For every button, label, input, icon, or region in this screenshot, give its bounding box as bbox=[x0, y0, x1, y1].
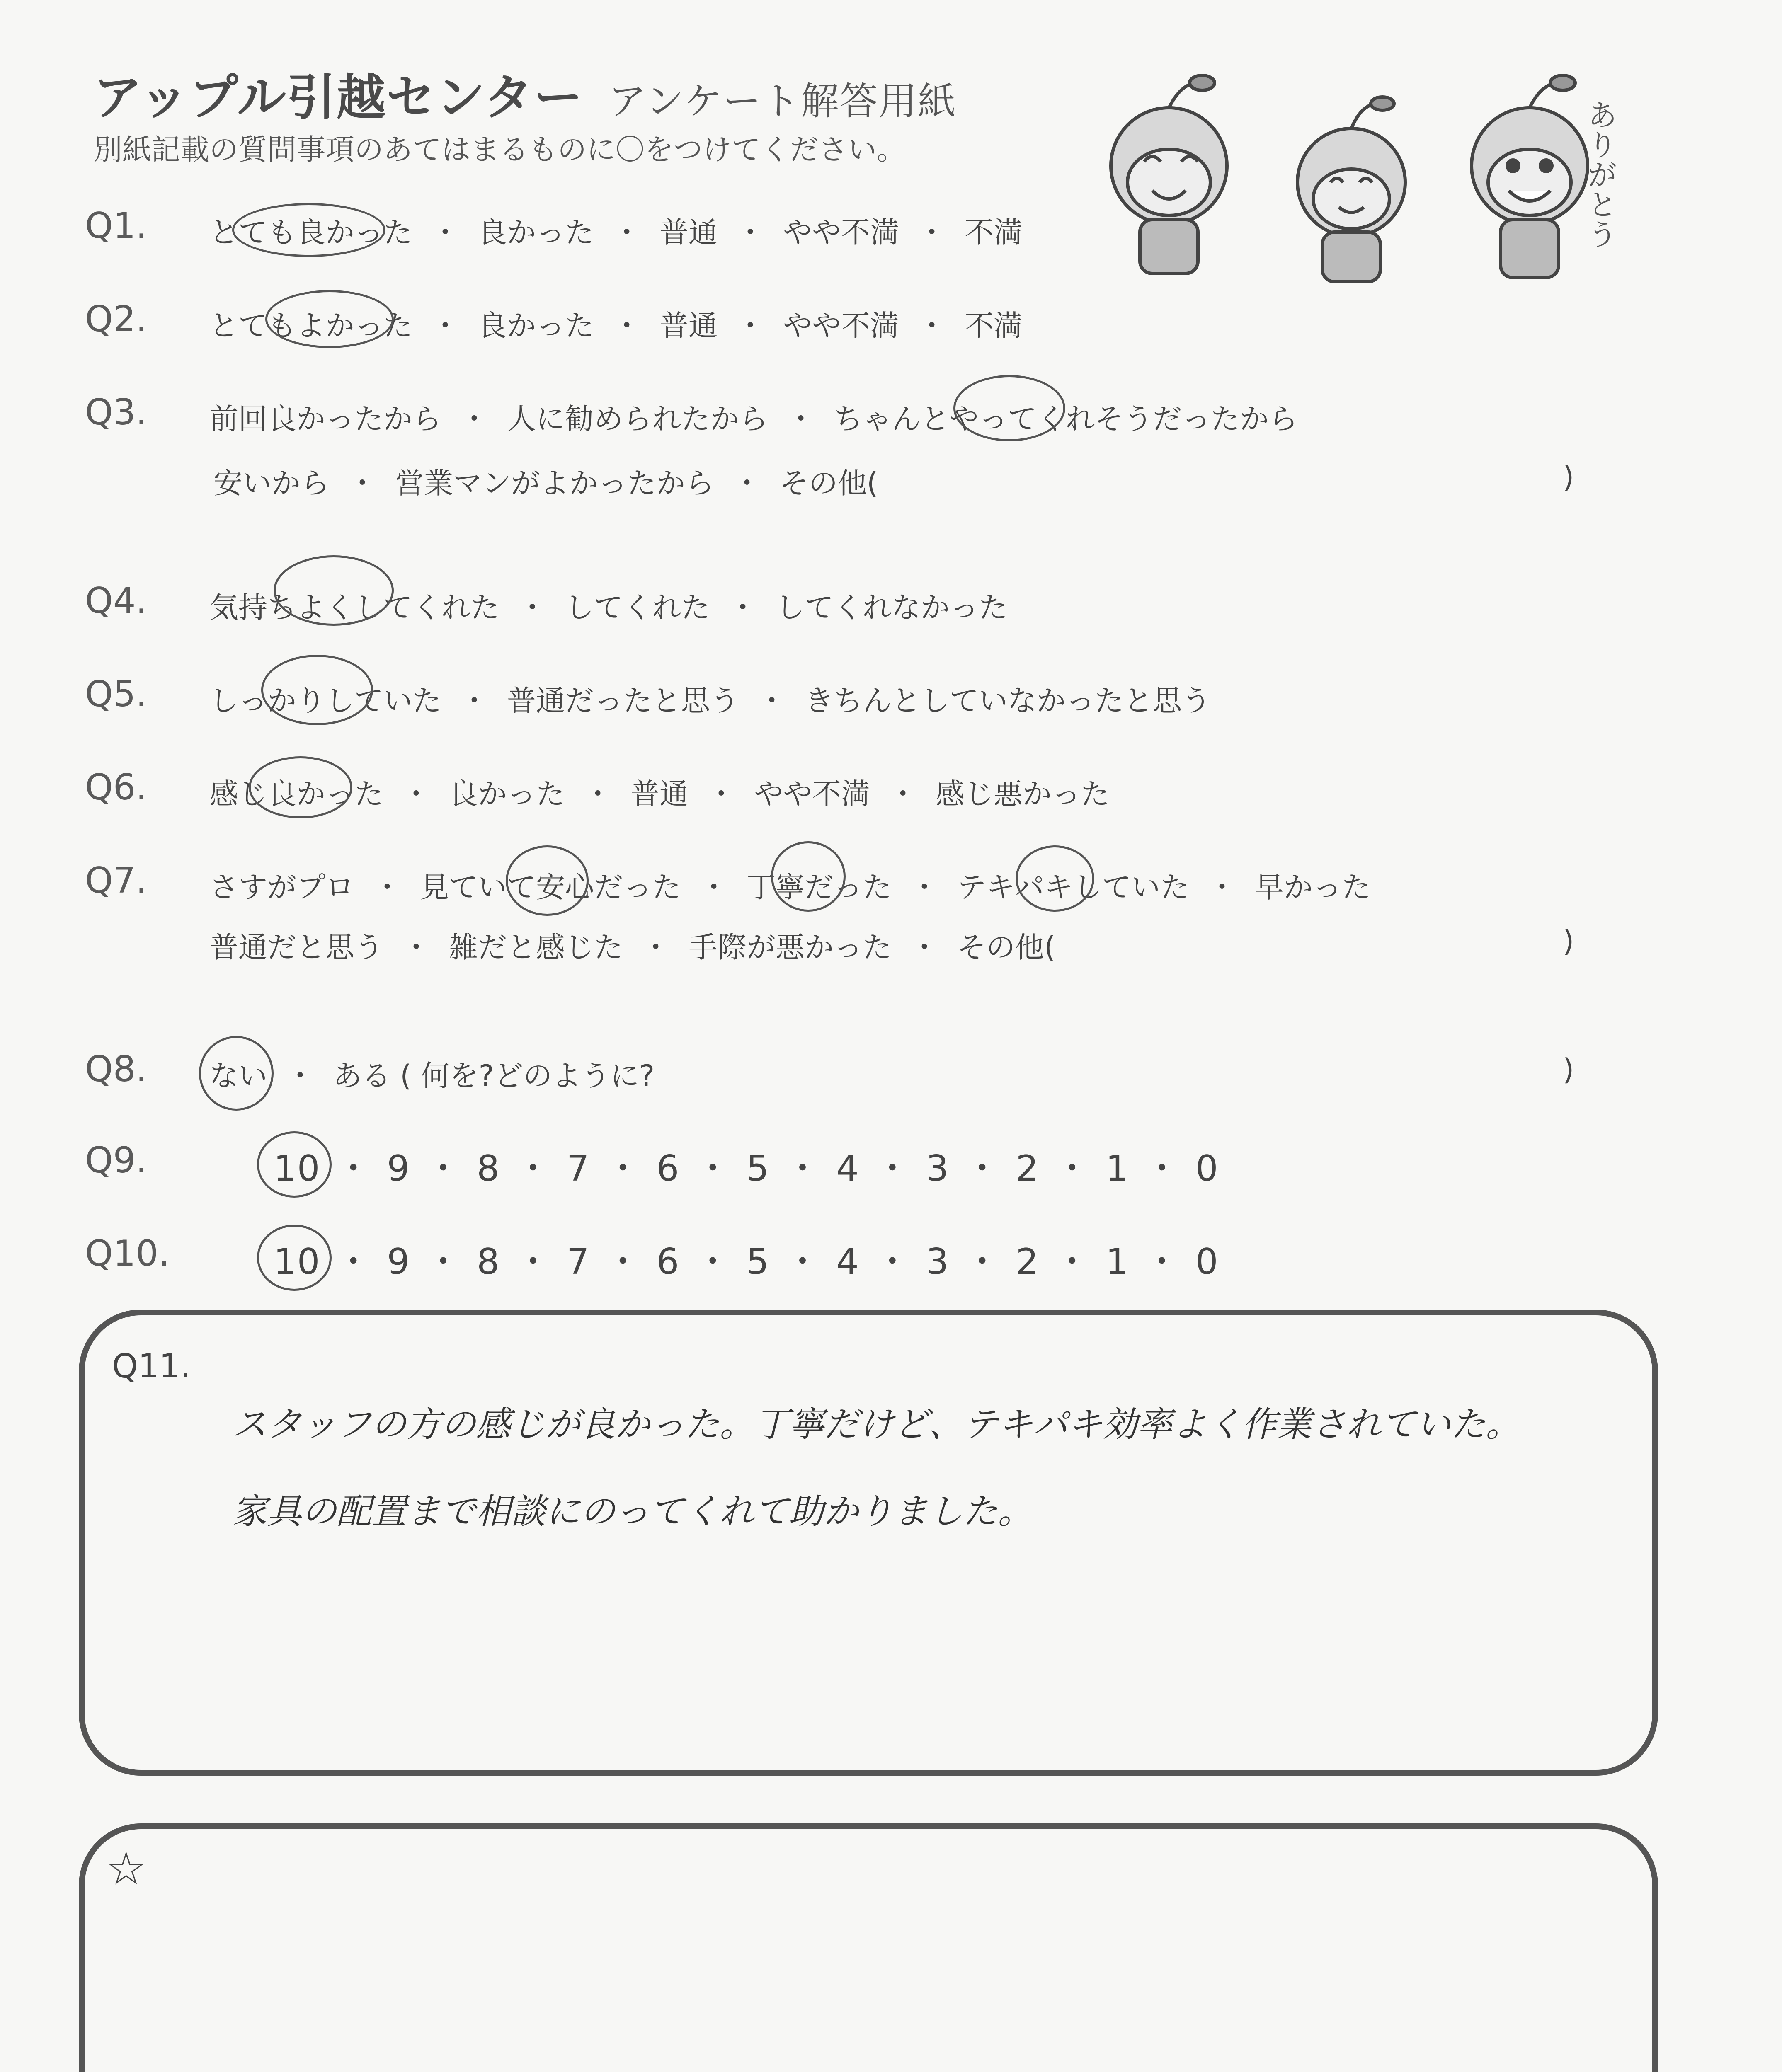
q9-label: Q9. bbox=[85, 1140, 147, 1181]
q1-label: Q1. bbox=[85, 205, 147, 247]
q9-rating-option[interactable]: 9 bbox=[387, 1148, 411, 1189]
q1-option[interactable]: とても良かった bbox=[209, 215, 412, 249]
separator: ・ bbox=[1054, 1148, 1091, 1189]
separator: ・ bbox=[605, 1148, 642, 1189]
separator: ・ bbox=[425, 1241, 462, 1283]
monkey-icon bbox=[1297, 97, 1405, 282]
q9-rating-option[interactable]: 1 bbox=[1106, 1148, 1129, 1189]
q7-options-line1: さすがプロ ・ 見ていて安心だった ・ 丁寧だった ・ テキパキしていた ・ 早かった bbox=[209, 870, 1371, 904]
separator: ・ bbox=[1144, 1241, 1181, 1283]
q10-rating-option[interactable]: 10 bbox=[274, 1241, 321, 1283]
q8-option[interactable]: ない bbox=[209, 1059, 267, 1093]
q6-selection-circle bbox=[249, 756, 352, 818]
q4-label: Q4. bbox=[85, 580, 147, 622]
q8-option[interactable]: ある ( 何を?どのように? bbox=[333, 1059, 655, 1093]
q6-option[interactable]: 普通 bbox=[630, 777, 689, 811]
q10-rating-option[interactable]: 9 bbox=[387, 1241, 411, 1283]
separator: ・ bbox=[695, 1148, 732, 1189]
q2-label: Q2. bbox=[85, 298, 147, 340]
q5-option[interactable]: 普通だったと思う bbox=[507, 684, 739, 718]
q10-rating-option[interactable]: 6 bbox=[656, 1241, 680, 1283]
q8-selection-circle bbox=[199, 1036, 274, 1111]
q6-option[interactable]: やや不満 bbox=[754, 777, 870, 811]
q7-option[interactable]: 見ていて安心だった bbox=[420, 870, 681, 904]
form-title: アンケート解答用紙 bbox=[608, 79, 957, 123]
q3-label: Q3. bbox=[85, 392, 147, 433]
q6-option[interactable]: 良かった bbox=[449, 777, 565, 811]
q1-option[interactable]: 不満 bbox=[965, 215, 1023, 249]
q2-option[interactable]: 不満 bbox=[965, 309, 1023, 343]
separator: ・ bbox=[964, 1148, 1001, 1189]
separator: ・ bbox=[695, 1241, 732, 1283]
q1-options: とても良かった ・ 良かった ・ 普通 ・ やや不満 ・ 不満 bbox=[209, 215, 1023, 249]
q2-option[interactable]: とてもよかった bbox=[209, 309, 412, 343]
q1-selection-circle bbox=[232, 203, 385, 257]
separator: ・ bbox=[515, 1148, 552, 1189]
separator: ・ bbox=[874, 1241, 911, 1283]
q9-rating-option[interactable]: 0 bbox=[1195, 1148, 1219, 1189]
q9-rating-option[interactable]: 2 bbox=[1016, 1148, 1040, 1189]
q9-scale bbox=[274, 1140, 1219, 1191]
monkey-icon bbox=[1472, 75, 1588, 278]
separator: ・ bbox=[874, 1148, 911, 1189]
q7-selection-circle bbox=[506, 845, 589, 916]
q5-selection-circle bbox=[261, 655, 373, 725]
q3-option[interactable]: 営業マンがよかったから bbox=[395, 466, 714, 500]
q4-option[interactable]: してくれた bbox=[565, 591, 710, 625]
q10-rating-option[interactable]: 2 bbox=[1016, 1241, 1040, 1283]
separator: ・ bbox=[515, 1241, 552, 1283]
q7-label: Q7. bbox=[85, 860, 147, 901]
q6-options: 感じ良かった ・ 良かった ・ 普通 ・ やや不満 ・ 感じ悪かった bbox=[209, 777, 1110, 811]
q10-selection-circle bbox=[257, 1225, 332, 1291]
q1-option[interactable]: 普通 bbox=[659, 215, 718, 249]
q9-rating-option[interactable]: 10 bbox=[274, 1148, 321, 1189]
q6-option[interactable]: 感じ悪かった bbox=[936, 777, 1110, 811]
q9-rating-option[interactable]: 5 bbox=[746, 1148, 770, 1189]
q2-option[interactable]: 普通 bbox=[659, 309, 718, 343]
q7-option[interactable]: 普通だと思う bbox=[209, 930, 383, 964]
q5-option[interactable]: しっかりしていた bbox=[209, 684, 441, 718]
q10-rating-option[interactable]: 0 bbox=[1195, 1241, 1219, 1283]
q7-option[interactable]: その他( bbox=[957, 930, 1056, 964]
separator: ・ bbox=[1144, 1148, 1181, 1189]
q1-option[interactable]: やや不満 bbox=[783, 215, 899, 249]
free-comment-box[interactable] bbox=[79, 1823, 1658, 2072]
q10-rating-option[interactable]: 8 bbox=[477, 1241, 500, 1283]
q9-rating-option[interactable]: 6 bbox=[656, 1148, 680, 1189]
q7-option[interactable]: 丁寧だった bbox=[747, 870, 892, 904]
q9-selection-circle bbox=[257, 1131, 332, 1198]
separator: ・ bbox=[335, 1148, 372, 1189]
monkey-icon bbox=[1111, 75, 1227, 274]
q3-option[interactable]: 前回良かったから bbox=[209, 402, 441, 436]
q10-rating-option[interactable]: 7 bbox=[566, 1241, 590, 1283]
q10-rating-option[interactable]: 4 bbox=[836, 1241, 860, 1283]
company-name: アップル引越センター bbox=[93, 69, 584, 126]
q10-scale bbox=[274, 1233, 1219, 1284]
q6-option[interactable]: 感じ良かった bbox=[209, 777, 383, 811]
q8-label: Q8. bbox=[85, 1048, 147, 1090]
q3-options-line2: 安いから ・ 営業マンがよかったから ・ その他( bbox=[213, 466, 878, 500]
q6-label: Q6. bbox=[85, 767, 147, 808]
q5-label: Q5. bbox=[85, 673, 147, 715]
star-icon: ☆ bbox=[106, 1842, 147, 1895]
q10-rating-option[interactable]: 3 bbox=[926, 1241, 950, 1283]
q3-option[interactable]: 人に勧められたから bbox=[507, 402, 768, 436]
q7-close-paren: ) bbox=[1563, 924, 1574, 958]
q11-label: Q11. bbox=[112, 1347, 191, 1385]
separator: ・ bbox=[964, 1241, 1001, 1283]
q9-rating-option[interactable]: 8 bbox=[477, 1148, 500, 1189]
q2-options: とてもよかった ・ 良かった ・ 普通 ・ やや不満 ・ 不満 bbox=[209, 309, 1023, 343]
q7-option[interactable]: 手際が悪かった bbox=[689, 930, 892, 964]
q3-option[interactable]: その他( bbox=[780, 466, 878, 500]
q2-option[interactable]: 良かった bbox=[478, 309, 594, 343]
q8-options: ない ・ ある ( 何を?どのように? bbox=[209, 1059, 655, 1093]
q11-answer-box[interactable] bbox=[79, 1310, 1658, 1776]
q9-rating-option[interactable]: 3 bbox=[926, 1148, 950, 1189]
q11-answer-line2: 家具の配置まで相談にのってくれて助かりました。 bbox=[232, 1491, 1033, 1532]
separator: ・ bbox=[1054, 1241, 1091, 1283]
q7-option[interactable]: 雑だと感じた bbox=[449, 930, 623, 964]
separator: ・ bbox=[785, 1241, 822, 1283]
q4-option[interactable]: してくれなかった bbox=[776, 591, 1008, 625]
q7-options-line2: 普通だと思う ・ 雑だと感じた ・ 手際が悪かった ・ その他( bbox=[209, 930, 1056, 964]
q7-option[interactable]: テキパキしていた bbox=[957, 870, 1189, 904]
separator: ・ bbox=[785, 1148, 822, 1189]
q8-close-paren: ) bbox=[1563, 1053, 1574, 1087]
form-header bbox=[93, 58, 957, 128]
q5-options: しっかりしていた ・ 普通だったと思う ・ きちんとしていなかったと思う bbox=[209, 684, 1211, 718]
instruction-text: 別紙記載の質問事項のあてはまるものに〇をつけてください。 bbox=[93, 133, 906, 167]
q7-option[interactable]: さすがプロ bbox=[209, 870, 354, 904]
q3-option[interactable]: 安いから bbox=[213, 466, 330, 500]
q7-selection-circle bbox=[771, 841, 846, 912]
q9-rating-option[interactable]: 4 bbox=[836, 1148, 860, 1189]
mascot-illustration bbox=[1086, 58, 1650, 290]
q2-selection-circle bbox=[265, 290, 394, 348]
q10-label: Q10. bbox=[85, 1233, 170, 1274]
q4-options: 気持ちよくしてくれた ・ してくれた ・ してくれなかった bbox=[209, 591, 1008, 625]
q10-rating-option[interactable]: 5 bbox=[746, 1241, 770, 1283]
q3-selection-circle bbox=[953, 375, 1065, 441]
separator: ・ bbox=[605, 1241, 642, 1283]
mascot-text: ありがとう bbox=[1583, 99, 1617, 249]
separator: ・ bbox=[425, 1148, 462, 1189]
separator: ・ bbox=[335, 1241, 372, 1283]
q2-option[interactable]: やや不満 bbox=[783, 309, 899, 343]
q3-option[interactable]: ちゃんとやってくれそうだったから bbox=[834, 402, 1298, 436]
q11-answer-line1: スタッフの方の感じが良かった。丁寧だけど、テキパキ効率よく作業されていた。 bbox=[232, 1404, 1521, 1445]
q4-selection-circle bbox=[274, 555, 394, 626]
q10-rating-option[interactable]: 1 bbox=[1106, 1241, 1129, 1283]
q4-option[interactable]: 気持ちよくしてくれた bbox=[209, 591, 499, 625]
q7-selection-circle bbox=[1016, 845, 1094, 912]
q3-close-paren: ) bbox=[1563, 460, 1574, 494]
q3-options-line1: 前回良かったから ・ 人に勧められたから ・ ちゃんとやってくれそうだったから bbox=[209, 402, 1298, 436]
q5-option[interactable]: きちんとしていなかったと思う bbox=[805, 684, 1211, 718]
q1-option[interactable]: 良かった bbox=[478, 215, 594, 249]
q7-option[interactable]: 早かった bbox=[1255, 870, 1371, 904]
q9-rating-option[interactable]: 7 bbox=[566, 1148, 590, 1189]
